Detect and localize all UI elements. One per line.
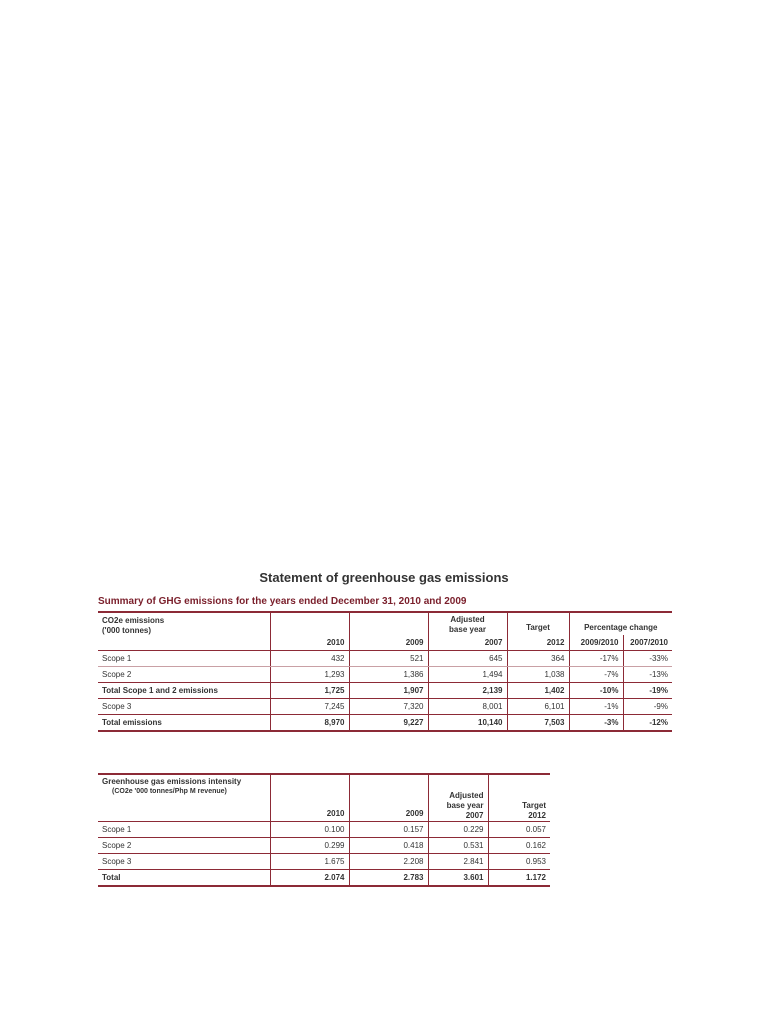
- cell: -3%: [569, 715, 623, 732]
- cell: 2.783: [349, 870, 428, 887]
- cell: 1.675: [270, 854, 349, 870]
- cell: 521: [349, 651, 428, 667]
- subheader-cell: 2007/2010: [623, 635, 672, 651]
- cell: 0.299: [270, 838, 349, 854]
- cell: 8,970: [270, 715, 349, 732]
- cell: -10%: [569, 683, 623, 699]
- row-label: Scope 2: [98, 838, 270, 854]
- table-row: [98, 651, 672, 667]
- row-label: Total emissions: [98, 715, 270, 732]
- header-adjusted-line-1: Adjusted: [450, 615, 485, 624]
- cell: -19%: [623, 683, 672, 699]
- cell: -17%: [569, 651, 623, 667]
- cell: 0.162: [488, 838, 550, 854]
- cell: -12%: [623, 715, 672, 732]
- table-row: [98, 838, 550, 854]
- cell: 364: [507, 651, 569, 667]
- row-label: Total: [98, 870, 270, 887]
- table-row: [98, 854, 550, 870]
- cell: 0.953: [488, 854, 550, 870]
- header-adjusted: [428, 612, 507, 635]
- table-row: [98, 822, 550, 838]
- row-label: Scope 3: [98, 854, 270, 870]
- cell: 6,101: [507, 699, 569, 715]
- table-row: [98, 667, 672, 683]
- cell: 0.229: [428, 822, 488, 838]
- row-label: Total Scope 1 and 2 emissions: [98, 683, 270, 699]
- cell: 9,227: [349, 715, 428, 732]
- header-adjusted-line-2: base year: [449, 625, 486, 634]
- cell: 0.157: [349, 822, 428, 838]
- cell: 3.601: [428, 870, 488, 887]
- row-label: Scope 2: [98, 667, 270, 683]
- cell: 7,320: [349, 699, 428, 715]
- cell: 10,140: [428, 715, 507, 732]
- header-adjusted: [428, 774, 488, 822]
- cell: -33%: [623, 651, 672, 667]
- subheader-cell: 2010: [270, 635, 349, 651]
- column-header-label: [98, 774, 270, 822]
- label-line-2: ('000 tonnes): [102, 626, 152, 635]
- cell: -1%: [569, 699, 623, 715]
- cell: -7%: [569, 667, 623, 683]
- table-row-total: [98, 715, 672, 732]
- subheader-cell: 2012: [507, 635, 569, 651]
- label-line-1: Greenhouse gas emissions intensity: [102, 777, 242, 786]
- subheader-cell: 2009/2010: [569, 635, 623, 651]
- cell: 1,494: [428, 667, 507, 683]
- cell: 645: [428, 651, 507, 667]
- header-cell: [270, 612, 349, 635]
- cell: 2.074: [270, 870, 349, 887]
- table-row-total: [98, 870, 550, 887]
- cell: 7,503: [507, 715, 569, 732]
- header-adjusted-line-2: base year: [446, 801, 484, 810]
- row-label: Scope 1: [98, 822, 270, 838]
- table-row: [98, 699, 672, 715]
- header-2010: 2010: [270, 774, 349, 822]
- cell: 1.172: [488, 870, 550, 887]
- cell: 1,038: [507, 667, 569, 683]
- ghg-intensity-table: [98, 773, 550, 887]
- header-adjusted-line-1: Adjusted: [449, 791, 484, 800]
- cell: 0.057: [488, 822, 550, 838]
- cell: 8,001: [428, 699, 507, 715]
- row-label: Scope 1: [98, 651, 270, 667]
- header-percentage-change: Percentage change: [569, 612, 672, 635]
- cell: 0.100: [270, 822, 349, 838]
- label-line-1: CO2e emissions: [102, 616, 165, 625]
- cell: 2.841: [428, 854, 488, 870]
- header-target: [488, 774, 550, 822]
- cell: 7,245: [270, 699, 349, 715]
- cell: 432: [270, 651, 349, 667]
- cell: 1,907: [349, 683, 428, 699]
- table-row-subtotal: [98, 683, 672, 699]
- ghg-summary-table: [98, 611, 672, 732]
- header-target-line-2: 2012: [528, 811, 546, 820]
- column-header-label: [98, 612, 270, 651]
- cell: 2.208: [349, 854, 428, 870]
- cell: 1,386: [349, 667, 428, 683]
- header-target: Target: [507, 612, 569, 635]
- page-title: Statement of greenhouse gas emissions: [259, 570, 509, 585]
- cell: -13%: [623, 667, 672, 683]
- cell: 1,293: [270, 667, 349, 683]
- header-target-line-1: Target: [522, 801, 546, 810]
- header-cell: [349, 612, 428, 635]
- cell: -9%: [623, 699, 672, 715]
- table-caption: Summary of GHG emissions for the years ended December 31, 2010 and 2009: [98, 596, 467, 607]
- subheader-cell: 2009: [349, 635, 428, 651]
- subheader-cell: 2007: [428, 635, 507, 651]
- cell: 1,402: [507, 683, 569, 699]
- cell: 1,725: [270, 683, 349, 699]
- header-2009: 2009: [349, 774, 428, 822]
- cell: 0.418: [349, 838, 428, 854]
- row-label: Scope 3: [98, 699, 270, 715]
- label-line-2: (CO2e '000 tonnes/Php M revenue): [112, 788, 227, 795]
- cell: 2,139: [428, 683, 507, 699]
- header-adjusted-line-3: 2007: [465, 811, 484, 820]
- cell: 0.531: [428, 838, 488, 854]
